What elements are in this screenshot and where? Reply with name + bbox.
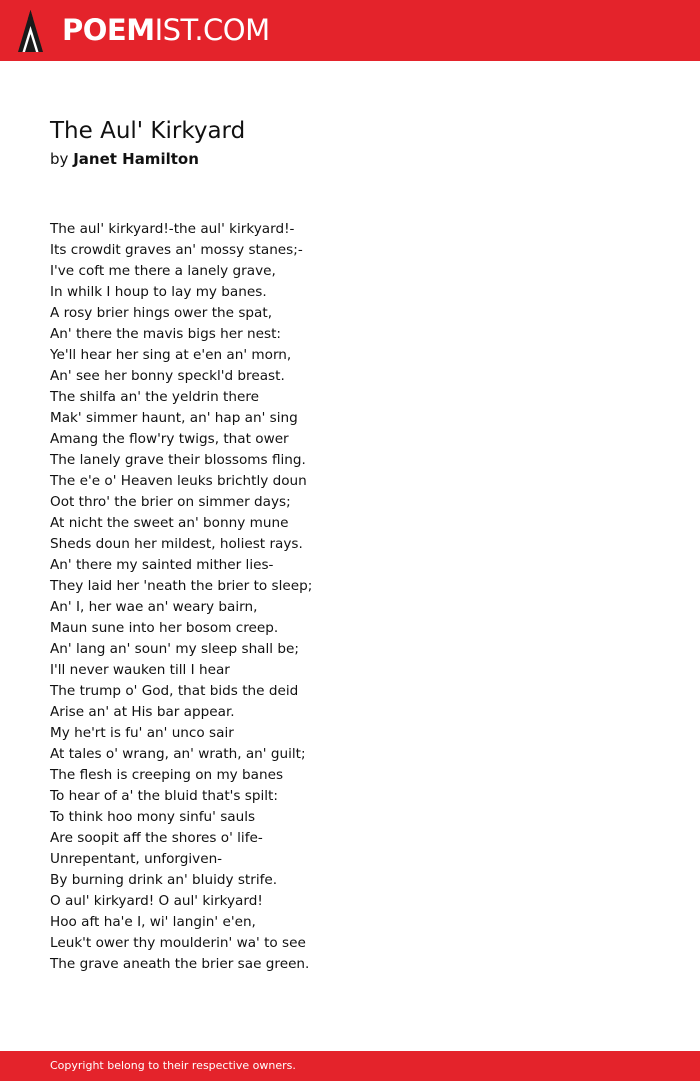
- poem-line: I've coft me there a lanely grave,: [50, 263, 276, 279]
- poem-line: The trump o' God, that bids the deid: [50, 683, 299, 699]
- byline: [50, 148, 199, 170]
- pencil-tip-icon[interactable]: [18, 10, 43, 52]
- logo-text-bold: POEM: [62, 13, 155, 47]
- poem-line: They laid her 'neath the brier to sleep;: [50, 578, 313, 594]
- poem-line: Maun sune into her bosom creep.: [50, 620, 279, 636]
- poem-line: Hoo aft ha'e I, wi' langin' e'en,: [50, 914, 256, 930]
- poem-line: The shilfa an' the yeldrin there: [50, 389, 260, 405]
- poem-line: Unrepentant, unforgiven-: [50, 851, 223, 867]
- site-logo[interactable]: [62, 12, 270, 48]
- poem-line: The e'e o' Heaven leuks brichtly doun: [50, 473, 307, 489]
- poem-line: At nicht the sweet an' bonny mune: [50, 515, 289, 531]
- poem-title: The Aul' Kirkyard: [50, 118, 246, 144]
- poem-line: The grave aneath the brier sae green.: [50, 956, 310, 972]
- poem-line: The flesh is creeping on my banes: [50, 767, 284, 783]
- poem-line: I'll never wauken till I hear: [50, 662, 230, 678]
- poem-line: Are soopit aff the shores o' life-: [50, 830, 263, 846]
- poem-line: An' lang an' soun' my sleep shall be;: [50, 641, 299, 657]
- poem-line: Amang the flow'ry twigs, that ower: [50, 431, 289, 447]
- poem-line: O aul' kirkyard! O aul' kirkyard!: [50, 893, 263, 909]
- poem-line: To hear of a' the bluid that's spilt:: [50, 788, 278, 804]
- poem-line: The lanely grave their blossoms fling.: [50, 452, 306, 468]
- poem-line: Oot thro' the brier on simmer days;: [50, 494, 291, 510]
- poem-line: Its crowdit graves an' mossy stanes;-: [50, 242, 303, 258]
- poem-line: By burning drink an' bluidy strife.: [50, 872, 278, 888]
- poem-line: Leuk't ower thy moulderin' wa' to see: [50, 935, 306, 951]
- site-header: [0, 0, 700, 61]
- poem-line: Sheds doun her mildest, holiest rays.: [50, 536, 303, 552]
- copyright-notice: Copyright belong to their respective owners.: [50, 1059, 296, 1072]
- poem-line: An' see her bonny speckl'd breast.: [50, 368, 285, 384]
- poem-line: Arise an' at His bar appear.: [50, 704, 235, 720]
- poem-line: Mak' simmer haunt, an' hap an' sing: [50, 410, 298, 426]
- poem-line: A rosy brier hings ower the spat,: [50, 305, 273, 321]
- poem-line: My he'rt is fu' an' unco sair: [50, 725, 234, 741]
- poem-line: An' I, her wae an' weary bairn,: [50, 599, 258, 615]
- poem-line: An' there the mavis bigs her nest:: [50, 326, 281, 342]
- author-name: Janet Hamilton: [73, 150, 199, 168]
- poem-line: At tales o' wrang, an' wrath, an' guilt;: [50, 746, 306, 762]
- by-label: by: [50, 150, 69, 168]
- poem-line: In whilk I houp to lay my banes.: [50, 284, 267, 300]
- poem-line: An' there my sainted mither lies-: [50, 557, 274, 573]
- poem-line: The aul' kirkyard!-the aul' kirkyard!-: [50, 221, 295, 237]
- logo-text-light: IST.COM: [154, 13, 270, 47]
- poem-body: [50, 219, 650, 975]
- site-footer: [0, 1051, 700, 1081]
- poem-line: To think hoo mony sinfu' sauls: [50, 809, 256, 825]
- poem-line: Ye'll hear her sing at e'en an' morn,: [50, 347, 292, 363]
